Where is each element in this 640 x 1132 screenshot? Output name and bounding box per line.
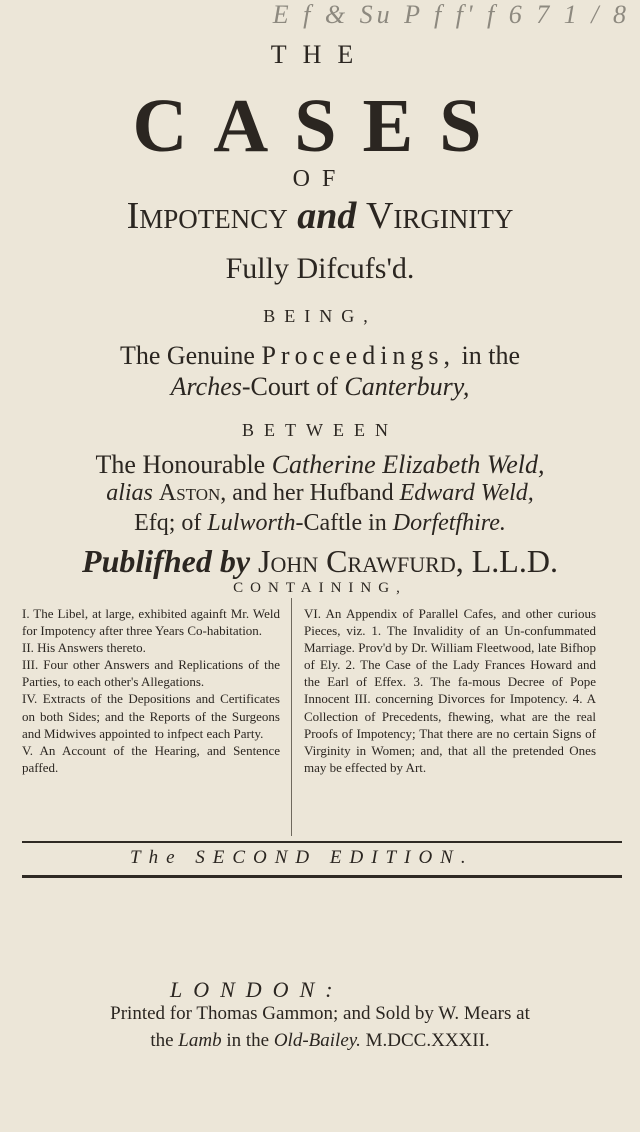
published-by-line <box>0 543 640 580</box>
lamb-pre: the <box>150 1030 174 1051</box>
handwritten-shelfmark: E f & Su P f f' f 6 7 1 / 8 <box>272 0 630 29</box>
arches: Arches- <box>170 372 251 401</box>
author-name: John Crawfurd, L.L.D. <box>258 543 558 579</box>
catherine-weld: Catherine Elizabeth Weld, <box>271 450 545 479</box>
imprint-date: M.DCC.XXXII. <box>365 1030 490 1051</box>
castle-in: Caftle in <box>303 510 387 536</box>
alias: alias <box>106 480 153 506</box>
title-of: OF <box>292 166 348 192</box>
contents-right-column <box>304 605 596 776</box>
subtitle-arches-court <box>0 372 640 402</box>
genuine-pre: The Genuine <box>119 341 255 370</box>
title-impotency-and-virginity <box>0 196 640 238</box>
contents-item: V. An Account of the Hearing, and Sentence paffed. <box>22 742 280 775</box>
subtitle-between: BETWEEN <box>242 420 398 440</box>
imprint-london: LONDON: <box>170 977 344 1002</box>
esq-of: Efq; of <box>134 510 202 536</box>
title-fully-discussed: Fully Difcufs'd. <box>225 252 415 285</box>
and-her-husband: and her Hufband <box>232 480 394 506</box>
subtitle-alias <box>0 480 640 507</box>
subtitle-genuine-proceedings <box>0 340 640 371</box>
honour-pre: The Honourable <box>95 450 266 479</box>
column-divider <box>291 598 292 836</box>
contents-item: III. Four other Answers and Replications of the Parties, to each other's Allegations. <box>22 657 280 690</box>
title-cases: CASES <box>132 84 508 168</box>
edward-weld: Edward Weld, <box>399 480 534 506</box>
dorsetshire: Dorfetfhire. <box>392 510 506 536</box>
rule-bottom <box>22 875 622 878</box>
containing-heading: CONTAINING, <box>233 580 407 596</box>
title-and: and <box>297 195 357 237</box>
aston: Aston, <box>158 480 227 506</box>
lulworth: Lulworth- <box>207 510 304 536</box>
lamb: Lamb <box>178 1030 222 1051</box>
canterbury: Canterbury, <box>344 372 470 401</box>
contents-left-column <box>22 605 280 776</box>
title-virginity: Virginity <box>365 195 514 237</box>
title-the: THE <box>270 40 370 69</box>
lamb-mid: in the <box>226 1030 270 1051</box>
court-of: Court of <box>250 372 338 401</box>
genuine-post: in the <box>461 341 521 370</box>
contents-item: I. The Libel, at large, exhibited againft Mr. Weld for Impotency after three Years Co-habitation. <box>22 606 280 639</box>
subtitle-being: BEING, <box>263 306 377 326</box>
imprint-lamb-line <box>0 1030 640 1052</box>
old-bailey: Old-Bailey. <box>273 1030 361 1051</box>
subtitle-esq <box>0 510 640 537</box>
title-impotency: Impotency <box>126 195 288 237</box>
contents-item: II. His Answers thereto. <box>22 640 146 656</box>
proceedings: Proceedings, <box>261 341 456 370</box>
contents-item: IV. Extracts of the Depositions and Certificates on both Sides; and the Reports of the Surgeons and Midwives appointed to infpect each Party. <box>22 691 280 741</box>
subtitle-honourable <box>0 450 640 480</box>
contents-item: VI. An Appendix of Parallel Cafes, and other curious Pieces, viz. 1. The Invalidity of an Un-confummated Marriage. Prov'd by Dr. William Fleetwood, late Bifhop of Ely. 2. The Case of the Lady Frances Howard and the Earl of Effex. 3. The fa-mous Decree of Pope Innocent III. concerning Divorces for Impotency. 4. A Collection of Precedents, fhewing, what are the real Proofs of Impotency; That there are no certain Signs of Virginity in Women; and, that all the pretended Ones may be effected by Art. <box>304 606 596 775</box>
published-by: Publifhed by <box>82 543 251 579</box>
rule-top <box>22 841 622 843</box>
edition-line: The SECOND EDITION. <box>130 847 474 868</box>
imprint-printed-for: Printed for Thomas Gammon; and Sold by W. Mears at <box>110 1003 530 1024</box>
